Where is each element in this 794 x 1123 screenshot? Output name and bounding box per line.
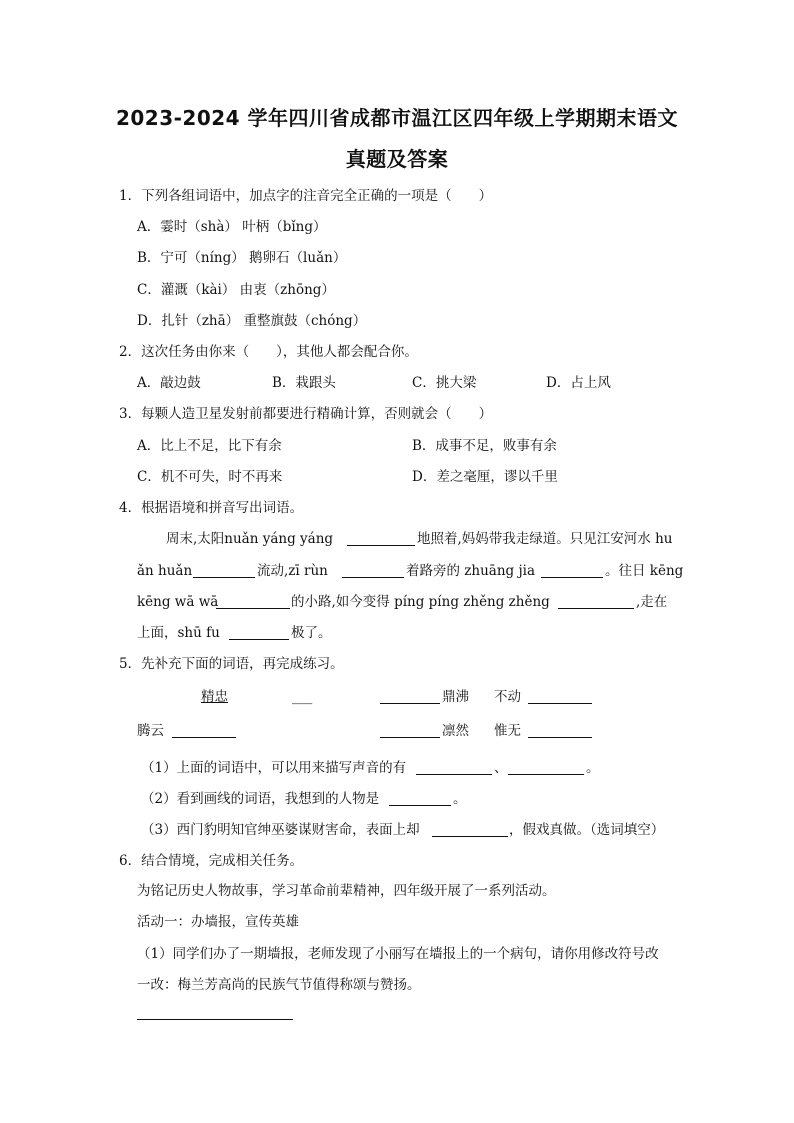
q2-option-b: B．栽跟头	[272, 375, 336, 391]
q5-sub2-blank[interactable]	[389, 791, 451, 806]
q5-sub2-text-b: 。	[453, 791, 467, 807]
q5-stem: 5．先补充下面的词语，再完成练习。	[119, 656, 344, 672]
q3-option-d: D．差之毫厘，谬以千里	[412, 469, 558, 485]
q4-blank-7[interactable]	[229, 625, 289, 640]
q4-line4-text-a: 上面，shū fu	[137, 625, 220, 641]
q5-sub3-text-b: ，假戏真做。（选词填空）	[509, 822, 665, 838]
q5-blank-5[interactable]	[380, 723, 440, 738]
q6-intro: 为铭记历史人物故事，学习革命前辈精神，四年级开展了一系列活动。	[137, 883, 556, 899]
q4-line3-text-b: 的小路,如今变得 píng píng zhěng zhěng	[291, 594, 550, 610]
q4-line3-text-c: ,走在	[636, 594, 668, 610]
q4-blank-1[interactable]	[347, 531, 415, 546]
q5-sub3-text-a: （3）西门豹明知官绅巫婆谋财害命，表面上却	[141, 822, 420, 838]
q1-stem: 1．下列各组词语中，加点字的注音完全正确的一项是（ ）	[119, 188, 493, 204]
q3-stem: 3．每颗人造卫星发射前都要进行精确计算，否则就会（ ）	[119, 406, 493, 422]
q4-line1-text-a: 周末,太阳nuǎn yáng yáng	[166, 531, 334, 547]
q5-sub1-blank-2[interactable]	[508, 760, 584, 775]
q2-option-a: A．敲边鼓	[137, 375, 201, 391]
q5-sub1-text-b: 、	[494, 760, 508, 776]
q5-blank-4[interactable]	[172, 723, 236, 738]
q4-line2-text-d: 。往日 kēng	[605, 563, 684, 579]
q5-word-4: 腾云	[137, 723, 164, 739]
q4-line4-text-b: 极了。	[291, 625, 332, 641]
q5-word-2: 鼎沸	[442, 689, 469, 705]
q4-blank-4[interactable]	[541, 563, 603, 578]
q4-blank-5[interactable]	[216, 594, 290, 609]
q6-activity-heading: 活动一：办墙报，宣传英雄	[137, 914, 299, 930]
q4-blank-6[interactable]	[558, 594, 634, 609]
q4-line2-text-a: ǎn huǎn	[137, 563, 193, 579]
q5-word-1-blank: ___	[292, 689, 313, 705]
q5-sub1-text-a: （1）上面的词语中，可以用来描写声音的有	[141, 760, 407, 776]
q5-sub1-blank-1[interactable]	[416, 760, 492, 775]
q2-stem: 2．这次任务由你来（ ），其他人都会配合你。	[119, 344, 418, 360]
q1-option-c: C．灌溉（kài） 由衷（zhōng）	[137, 282, 335, 298]
document-title-line2: 真题及答案	[345, 147, 449, 171]
q6-task1-line1: （1）同学们办了一期墙报，老师发现了小丽写在墙报上的一个病句，请你用修改符号改	[137, 946, 659, 962]
q6-answer-line[interactable]	[137, 1019, 293, 1020]
q5-blank-2[interactable]	[380, 689, 440, 704]
q3-option-b: B．成事不足，败事有余	[412, 438, 557, 454]
q5-sub1-text-c: 。	[586, 760, 600, 776]
q6-stem: 6．结合情境，完成相关任务。	[119, 853, 304, 869]
q3-option-c: C．机不可失，时不再来	[137, 469, 283, 485]
q5-word-1: 精忠	[201, 689, 228, 705]
q1-option-b: B．宁可（níng） 鹅卵石（luǎn）	[137, 250, 347, 266]
q4-blank-2[interactable]	[193, 563, 255, 578]
q5-blank-3[interactable]	[528, 689, 592, 704]
q2-option-d: D．占上风	[546, 375, 611, 391]
q4-line1-text-b: 地照着,妈妈带我走绿道。只见江安河水 hu	[417, 531, 673, 547]
q5-word-3: 不动	[494, 689, 521, 705]
q6-task1-line2: 一改：梅兰芳高尚的民族气节值得称颂与赞扬。	[137, 977, 421, 993]
q3-option-a: A．比上不足，比下有余	[137, 438, 282, 454]
q5-blank-6[interactable]	[528, 723, 592, 738]
q1-option-d: D．扎针（zhā） 重整旗鼓（chóng）	[137, 313, 367, 329]
q4-stem: 4．根据语境和拼音写出词语。	[119, 500, 304, 516]
q2-option-c: C．挑大梁	[412, 375, 477, 391]
q5-sub2-text-a: （2）看到画线的词语，我想到的人物是	[141, 791, 380, 807]
q1-option-a: A．霎时（shà） 叶柄（bǐng）	[137, 219, 327, 235]
q4-line2-text-b: 流动,zī rùn	[257, 563, 328, 579]
q5-word-5: 凛然	[442, 723, 469, 739]
q4-blank-3[interactable]	[342, 563, 404, 578]
q4-line3-text-a: kēng wā wā	[137, 594, 219, 610]
q5-word-6: 惟无	[494, 723, 521, 739]
q5-sub3-blank[interactable]	[432, 822, 508, 837]
q4-line2-text-c: 着路旁的 zhuāng jia	[406, 563, 536, 579]
document-title-line1: 2023-2024 学年四川省成都市温江区四年级上学期期末语文	[115, 106, 679, 130]
